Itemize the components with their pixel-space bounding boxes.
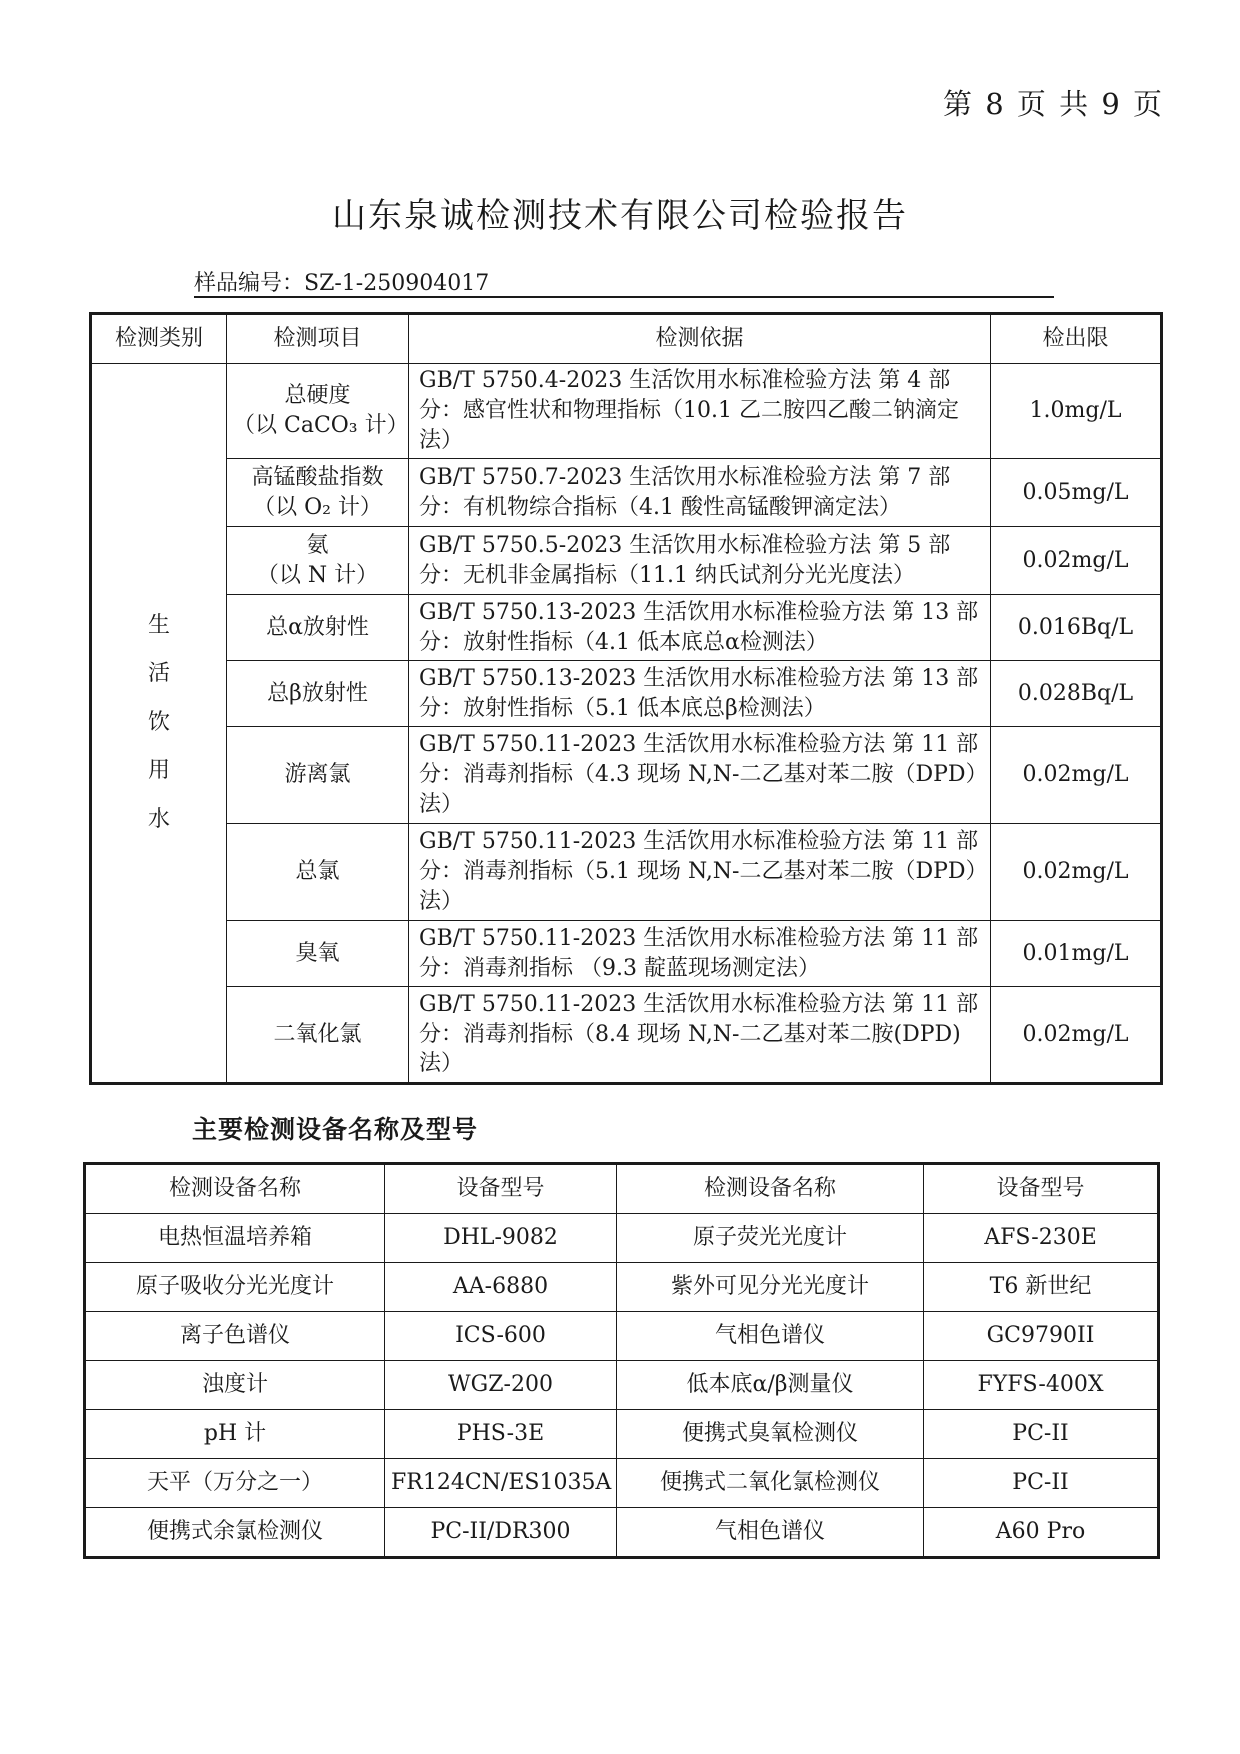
equipment-model: PC-II: [924, 1410, 1159, 1459]
equipment-name: 便携式臭氧检测仪: [617, 1410, 924, 1459]
table-row: [85, 1214, 1159, 1263]
basis-cell: GB/T 5750.11-2023 生活饮用水标准检验方法 第 11 部分：消毒剂指标（5.1 现场 N,N-二乙基对苯二胺（DPD）法）: [409, 824, 991, 921]
table-row: [85, 1263, 1159, 1312]
equipment-model: PHS-3E: [385, 1410, 617, 1459]
equipment-table: [83, 1162, 1160, 1559]
equipment-model: AFS-230E: [924, 1214, 1159, 1263]
table-row: [91, 987, 1162, 1084]
table-row: [85, 1508, 1159, 1558]
equipment-model: A60 Pro: [924, 1508, 1159, 1558]
table-row: [85, 1312, 1159, 1361]
header-category: 检测类别: [91, 314, 227, 364]
equipment-model: WGZ-200: [385, 1361, 617, 1410]
item-sub: （以 N 计）: [256, 562, 379, 588]
limit-cell: 0.028Bq/L: [991, 661, 1162, 727]
equipment-model: ICS-600: [385, 1312, 617, 1361]
equipment-name: 气相色谱仪: [617, 1508, 924, 1558]
equipment-name: 原子荧光光度计: [617, 1214, 924, 1263]
table-row: [91, 661, 1162, 727]
test-basis-table: [89, 312, 1163, 1085]
equipment-name: pH 计: [85, 1410, 385, 1459]
item-cell: 臭氧: [227, 921, 409, 987]
equipment-name: 低本底α/β测量仪: [617, 1361, 924, 1410]
header-basis: 检测依据: [409, 314, 991, 364]
category-char: 活: [147, 661, 170, 687]
item-cell: 总β放射性: [227, 661, 409, 727]
table-header-row: [85, 1164, 1159, 1214]
header-limit: 检出限: [991, 314, 1162, 364]
equipment-model: T6 新世纪: [924, 1263, 1159, 1312]
limit-cell: 0.02mg/L: [991, 527, 1162, 595]
equipment-name: 紫外可见分光光度计: [617, 1263, 924, 1312]
sample-number-label: 样品编号：: [194, 271, 305, 296]
equipment-name: 浊度计: [85, 1361, 385, 1410]
equipment-model: GC9790II: [924, 1312, 1159, 1361]
item-cell: [227, 527, 409, 595]
item-cell: [227, 364, 409, 459]
table-header-row: [91, 314, 1162, 364]
item-name: 氨: [306, 532, 329, 558]
equipment-model: PC-II/DR300: [385, 1508, 617, 1558]
page-number: 第 8 页 共 9 页: [943, 87, 1164, 121]
basis-cell: GB/T 5750.11-2023 生活饮用水标准检验方法 第 11 部分：消毒剂指标 （9.3 靛蓝现场测定法）: [409, 921, 991, 987]
limit-cell: 0.05mg/L: [991, 459, 1162, 527]
equipment-name: 便携式二氧化氯检测仪: [617, 1459, 924, 1508]
item-cell: 总α放射性: [227, 595, 409, 661]
category-cell: [91, 364, 227, 1084]
basis-cell: GB/T 5750.13-2023 生活饮用水标准检验方法 第 13 部分：放射性指标（4.1 低本底总α检测法）: [409, 595, 991, 661]
item-cell: 二氧化氯: [227, 987, 409, 1084]
equipment-name: 离子色谱仪: [85, 1312, 385, 1361]
limit-cell: 0.01mg/L: [991, 921, 1162, 987]
basis-cell: GB/T 5750.11-2023 生活饮用水标准检验方法 第 11 部分：消毒剂指标（8.4 现场 N,N-二乙基对苯二胺(DPD)法）: [409, 987, 991, 1084]
report-title: 山东泉诚检测技术有限公司检验报告: [332, 196, 908, 236]
item-cell: [227, 459, 409, 527]
header-equipment-name: 检测设备名称: [617, 1164, 924, 1214]
table-row: [91, 921, 1162, 987]
category-char: 饮: [147, 709, 170, 735]
limit-cell: 0.016Bq/L: [991, 595, 1162, 661]
equipment-name: 便携式余氯检测仪: [85, 1508, 385, 1558]
table-row: [85, 1361, 1159, 1410]
limit-cell: 0.02mg/L: [991, 824, 1162, 921]
equipment-model: FR124CN/ES1035A: [385, 1459, 617, 1508]
table-row: [91, 364, 1162, 459]
category-char: 生: [147, 613, 170, 639]
item-cell: 总氯: [227, 824, 409, 921]
limit-cell: 1.0mg/L: [991, 364, 1162, 459]
category-char: 用: [147, 758, 170, 784]
basis-cell: GB/T 5750.7-2023 生活饮用水标准检验方法 第 7 部分：有机物综合指标（4.1 酸性高锰酸钾滴定法）: [409, 459, 991, 527]
item-name: 总硬度: [284, 383, 351, 409]
equipment-name: 天平（万分之一）: [85, 1459, 385, 1508]
sample-number-value: SZ-1-250904017: [304, 271, 490, 296]
table-row: [85, 1459, 1159, 1508]
equipment-model: DHL-9082: [385, 1214, 617, 1263]
item-name: 高锰酸盐指数: [251, 464, 384, 490]
equipment-model: AA-6880: [385, 1263, 617, 1312]
category-char: 水: [147, 806, 170, 832]
equipment-name: 原子吸收分光光度计: [85, 1263, 385, 1312]
basis-cell: GB/T 5750.11-2023 生活饮用水标准检验方法 第 11 部分：消毒剂指标（4.3 现场 N,N-二乙基对苯二胺（DPD）法）: [409, 727, 991, 824]
item-sub: （以 CaCO₃ 计）: [233, 413, 409, 438]
basis-cell: GB/T 5750.4-2023 生活饮用水标准检验方法 第 4 部分：感官性状和物理指标（10.1 乙二胺四乙酸二钠滴定法）: [409, 364, 991, 459]
basis-cell: GB/T 5750.5-2023 生活饮用水标准检验方法 第 5 部分：无机非金属指标（11.1 纳氏试剂分光光度法）: [409, 527, 991, 595]
basis-cell: GB/T 5750.13-2023 生活饮用水标准检验方法 第 13 部分：放射性指标（5.1 低本底总β检测法）: [409, 661, 991, 727]
equipment-heading: 主要检测设备名称及型号: [192, 1115, 479, 1144]
table-row: [91, 527, 1162, 595]
table-row: [91, 727, 1162, 824]
sample-number-line: [194, 266, 1054, 298]
header-equipment-model: 设备型号: [924, 1164, 1159, 1214]
header-equipment-name: 检测设备名称: [85, 1164, 385, 1214]
item-cell: 游离氯: [227, 727, 409, 824]
category-label: [98, 602, 220, 844]
table-row: [91, 824, 1162, 921]
limit-cell: 0.02mg/L: [991, 987, 1162, 1084]
item-sub: （以 O₂ 计）: [253, 494, 382, 520]
table-row: [91, 459, 1162, 527]
equipment-model: PC-II: [924, 1459, 1159, 1508]
header-item: 检测项目: [227, 314, 409, 364]
equipment-model: FYFS-400X: [924, 1361, 1159, 1410]
table-row: [85, 1410, 1159, 1459]
header-equipment-model: 设备型号: [385, 1164, 617, 1214]
table-row: [91, 595, 1162, 661]
equipment-name: 电热恒温培养箱: [85, 1214, 385, 1263]
equipment-name: 气相色谱仪: [617, 1312, 924, 1361]
limit-cell: 0.02mg/L: [991, 727, 1162, 824]
